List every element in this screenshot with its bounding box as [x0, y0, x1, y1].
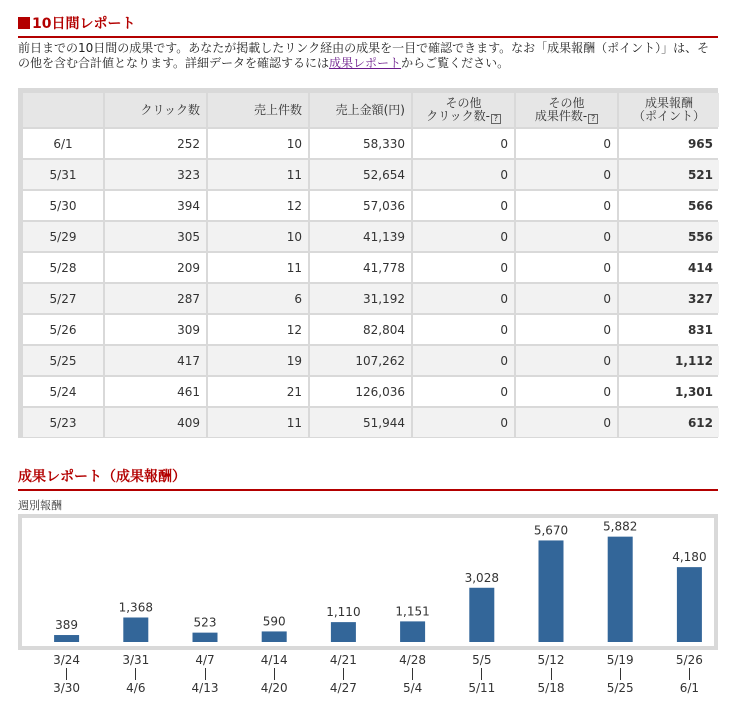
chart-data-label: 3,028 — [464, 570, 499, 585]
chart-x-tick-label — [313, 652, 373, 696]
chart-data-label: 590 — [262, 614, 286, 629]
cell-other-clicks: 0 — [413, 129, 514, 158]
chart-bar — [193, 633, 218, 642]
desc-tail: からご覧ください。 — [401, 56, 510, 70]
x-tick-separator — [620, 668, 621, 680]
cell-reward: 521 — [619, 160, 719, 189]
header-reward — [619, 93, 719, 127]
chart-data-label: 1,151 — [395, 604, 430, 619]
chart-x-tick-label — [383, 652, 443, 696]
cell-sales: 10 — [208, 129, 308, 158]
weekly-reward-chart — [18, 514, 718, 650]
x-tick-separator — [689, 668, 690, 680]
cell-date: 5/23 — [23, 408, 103, 437]
chart-data-label: 5,670 — [533, 523, 569, 538]
cell-reward: 831 — [619, 315, 719, 344]
cell-sales: 10 — [208, 222, 308, 251]
cell-other-sales: 0 — [516, 253, 617, 282]
cell-other-clicks: 0 — [413, 346, 514, 375]
cell-clicks: 394 — [105, 191, 206, 220]
cell-other-clicks: 0 — [413, 191, 514, 220]
cell-clicks: 252 — [105, 129, 206, 158]
cell-amount: 31,192 — [310, 284, 411, 313]
cell-date: 5/27 — [23, 284, 103, 313]
x-tick-start: 5/5 — [472, 653, 492, 667]
ten-day-report-title-text: 10日間レポート — [32, 16, 136, 32]
table-header-row — [23, 93, 719, 127]
cell-amount: 82,804 — [310, 315, 411, 344]
table-row — [23, 315, 719, 344]
cell-date: 5/25 — [23, 346, 103, 375]
header-other-sales-line2: 成果件数- — [534, 108, 588, 123]
cell-date: 6/1 — [23, 129, 103, 158]
title-square-icon — [18, 17, 30, 29]
cell-date: 5/30 — [23, 191, 103, 220]
cell-reward: 556 — [619, 222, 719, 251]
x-tick-separator — [135, 668, 136, 680]
header-amount: 売上金額(円) — [310, 93, 411, 127]
cell-other-sales: 0 — [516, 284, 617, 313]
header-clicks: クリック数 — [105, 93, 206, 127]
chart-x-tick-label — [37, 652, 97, 696]
header-other-sales-line1: その他 — [548, 95, 585, 110]
chart-x-tick-label — [106, 652, 166, 696]
cell-other-sales: 0 — [516, 315, 617, 344]
table-row — [23, 160, 719, 189]
cell-amount: 126,036 — [310, 377, 411, 406]
x-tick-start: 4/14 — [260, 653, 288, 667]
header-sales: 売上件数 — [208, 93, 308, 127]
cell-amount: 51,944 — [310, 408, 411, 437]
desc-text: 前日までの10日間の成果です。あなたが掲載したリンク経由の成果を一目で確認できます。なお「成果報酬（ポイント）」は、その他を含む合計値となります。詳細データを確認するには — [18, 41, 710, 70]
chart-data-label: 5,882 — [603, 519, 638, 534]
x-tick-separator — [551, 668, 552, 680]
cell-date: 5/24 — [23, 377, 103, 406]
cell-clicks: 209 — [105, 253, 206, 282]
cell-date: 5/29 — [23, 222, 103, 251]
cell-reward: 327 — [619, 284, 719, 313]
help-icon[interactable]: ? — [491, 114, 501, 124]
cell-clicks: 409 — [105, 408, 206, 437]
cell-date: 5/28 — [23, 253, 103, 282]
cell-clicks: 461 — [105, 377, 206, 406]
header-other-clicks-line2: クリック数- — [426, 108, 490, 123]
chart-data-label: 4,180 — [672, 550, 707, 565]
chart-bar — [539, 540, 564, 642]
table-row — [23, 253, 719, 282]
chart-x-tick-label — [659, 652, 719, 696]
chart-bar — [331, 622, 356, 642]
header-other-sales — [516, 93, 617, 127]
cell-date: 5/31 — [23, 160, 103, 189]
cell-sales: 11 — [208, 253, 308, 282]
results-report-title: 成果レポート（成果報酬） — [18, 466, 718, 491]
chart-bar — [608, 537, 633, 642]
cell-amount: 41,778 — [310, 253, 411, 282]
cell-clicks: 287 — [105, 284, 206, 313]
chart-bar — [54, 635, 79, 642]
x-tick-start: 5/19 — [606, 653, 634, 667]
cell-other-clicks: 0 — [413, 160, 514, 189]
cell-clicks: 323 — [105, 160, 206, 189]
x-tick-start: 3/31 — [122, 653, 150, 667]
x-tick-start: 5/12 — [537, 653, 565, 667]
x-tick-start: 4/21 — [329, 653, 357, 667]
cell-other-sales: 0 — [516, 408, 617, 437]
chart-x-tick-label — [244, 652, 304, 696]
cell-other-sales: 0 — [516, 160, 617, 189]
cell-other-clicks: 0 — [413, 222, 514, 251]
weekly-reward-subtitle: 週別報酬 — [18, 499, 62, 512]
x-tick-separator — [205, 668, 206, 680]
x-tick-separator — [66, 668, 67, 680]
chart-svg — [22, 518, 714, 646]
x-tick-start: 5/26 — [675, 653, 703, 667]
cell-reward: 1,112 — [619, 346, 719, 375]
x-tick-end: 4/20 — [260, 681, 288, 695]
cell-other-sales: 0 — [516, 377, 617, 406]
x-tick-separator — [481, 668, 482, 680]
cell-clicks: 417 — [105, 346, 206, 375]
cell-reward: 1,301 — [619, 377, 719, 406]
table-row — [23, 346, 719, 375]
ten-day-table — [21, 91, 721, 439]
x-tick-start: 3/24 — [53, 653, 81, 667]
table-row — [23, 222, 719, 251]
x-tick-end: 4/13 — [191, 681, 219, 695]
chart-data-label: 389 — [55, 618, 79, 633]
cell-reward: 965 — [619, 129, 719, 158]
table-row — [23, 284, 719, 313]
cell-other-clicks: 0 — [413, 253, 514, 282]
x-tick-end: 5/25 — [606, 681, 634, 695]
cell-other-sales: 0 — [516, 191, 617, 220]
header-reward-line2: （ポイント） — [632, 109, 705, 123]
cell-sales: 11 — [208, 160, 308, 189]
table-row — [23, 129, 719, 158]
table-row — [23, 377, 719, 406]
ten-day-table-wrap — [18, 88, 718, 438]
cell-other-clicks: 0 — [413, 284, 514, 313]
report-description — [18, 41, 718, 71]
cell-other-clicks: 0 — [413, 315, 514, 344]
chart-bar — [677, 567, 702, 642]
chart-bar — [262, 631, 287, 642]
ten-day-report-title — [18, 13, 718, 38]
chart-x-tick-label — [521, 652, 581, 696]
cell-other-clicks: 0 — [413, 377, 514, 406]
cell-reward: 566 — [619, 191, 719, 220]
x-tick-start: 4/7 — [195, 653, 215, 667]
x-tick-end: 6/1 — [679, 681, 700, 695]
cell-sales: 12 — [208, 191, 308, 220]
cell-amount: 58,330 — [310, 129, 411, 158]
x-tick-separator — [412, 668, 413, 680]
cell-other-sales: 0 — [516, 129, 617, 158]
chart-data-label: 1,110 — [326, 605, 361, 620]
cell-amount: 107,262 — [310, 346, 411, 375]
header-date — [23, 93, 103, 127]
table-row — [23, 191, 719, 220]
cell-reward: 612 — [619, 408, 719, 437]
cell-sales: 12 — [208, 315, 308, 344]
cell-sales: 6 — [208, 284, 308, 313]
chart-bar — [469, 588, 494, 642]
cell-reward: 414 — [619, 253, 719, 282]
x-tick-end: 4/27 — [329, 681, 357, 695]
chart-data-label: 1,368 — [118, 600, 153, 615]
chart-data-label: 523 — [193, 615, 217, 630]
help-icon[interactable]: ? — [588, 114, 598, 124]
x-tick-separator — [274, 668, 275, 680]
chart-x-axis — [18, 652, 718, 712]
table-row — [23, 408, 719, 437]
cell-amount: 41,139 — [310, 222, 411, 251]
header-other-clicks — [413, 93, 514, 127]
x-tick-separator — [343, 668, 344, 680]
chart-x-tick-label — [452, 652, 512, 696]
x-tick-end: 5/18 — [537, 681, 565, 695]
cell-other-sales: 0 — [516, 222, 617, 251]
cell-amount: 52,654 — [310, 160, 411, 189]
results-report-link[interactable]: 成果レポート — [329, 56, 402, 70]
cell-clicks: 309 — [105, 315, 206, 344]
cell-clicks: 305 — [105, 222, 206, 251]
chart-x-tick-label — [590, 652, 650, 696]
cell-other-sales: 0 — [516, 346, 617, 375]
cell-date: 5/26 — [23, 315, 103, 344]
x-tick-end: 3/30 — [53, 681, 81, 695]
header-reward-line1: 成果報酬 — [644, 96, 693, 110]
x-tick-end: 5/11 — [468, 681, 496, 695]
cell-sales: 19 — [208, 346, 308, 375]
x-tick-start: 4/28 — [399, 653, 427, 667]
cell-sales: 21 — [208, 377, 308, 406]
chart-x-tick-label — [175, 652, 235, 696]
chart-bar — [123, 617, 148, 642]
header-other-clicks-line1: その他 — [445, 95, 482, 110]
cell-amount: 57,036 — [310, 191, 411, 220]
chart-bar — [400, 621, 425, 642]
cell-other-clicks: 0 — [413, 408, 514, 437]
x-tick-end: 4/6 — [126, 681, 146, 695]
x-tick-end: 5/4 — [402, 681, 423, 695]
cell-sales: 11 — [208, 408, 308, 437]
